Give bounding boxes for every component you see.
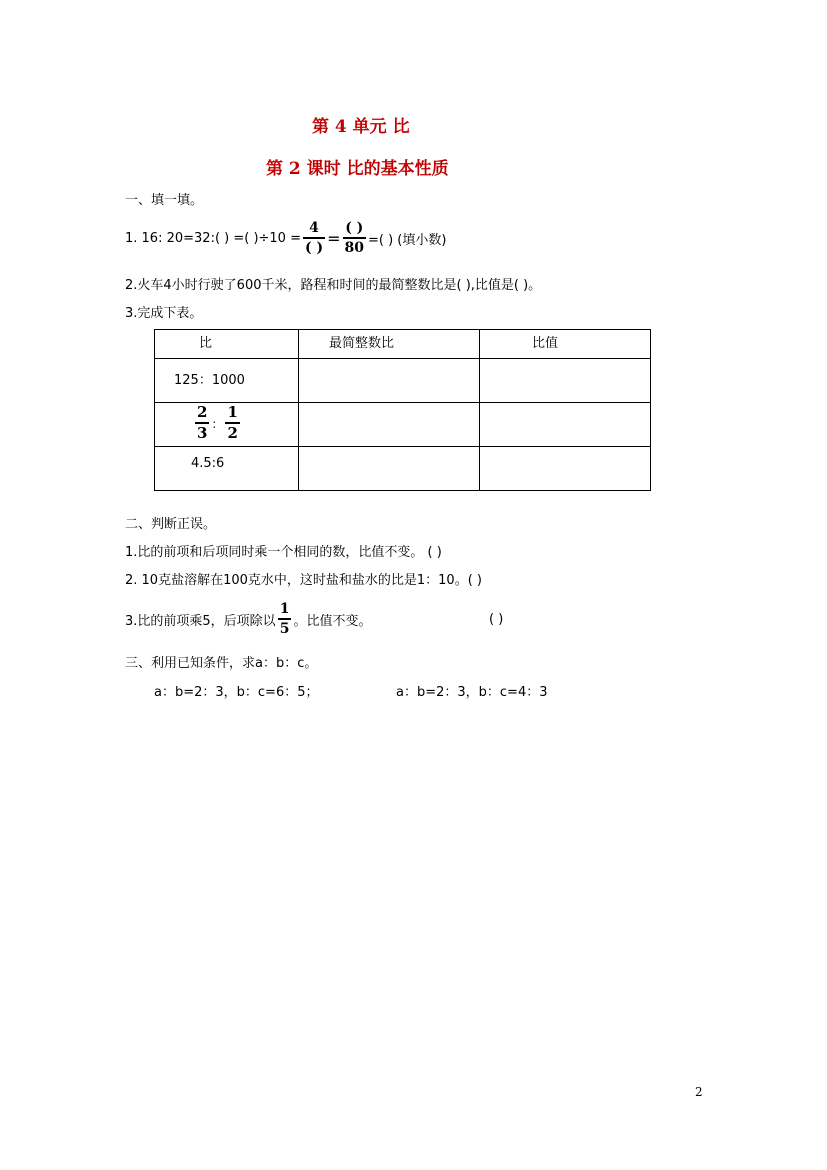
page-number: 2	[695, 1085, 703, 1099]
table-cell-simplest	[299, 359, 480, 403]
table-header-row	[155, 330, 651, 359]
table-row	[155, 403, 651, 447]
q1-fraction-2-denominator: 80	[344, 240, 364, 256]
q1-fraction-2	[343, 221, 366, 255]
table-header-cell: 比	[155, 330, 299, 359]
table-cell-simplest	[299, 403, 480, 447]
table-row	[155, 447, 651, 491]
q1-text-b: =( ) (填小数)	[368, 232, 447, 248]
question-2-2: 2. 10克盐溶解在100克水中，这时盐和盐水的比是1：10。( )	[125, 573, 482, 588]
section1-heading: 一、填一填。	[125, 193, 204, 208]
q1-fraction-1-denominator: ( )	[304, 240, 324, 256]
table-cell-value	[480, 403, 651, 447]
table-header-cell: 比值	[480, 330, 651, 359]
q2-3-text-a: 3.比的前项乘5，后项除以	[125, 613, 276, 629]
question-1-2: 2.火车4小时行驶了600千米，路程和时间的最简整数比是( ),比值是( )。	[125, 278, 542, 293]
q1-fraction-1	[303, 221, 325, 255]
q2-3-fraction: $\frac{1}{5}$	[279, 601, 290, 637]
question-2-3	[125, 599, 685, 639]
table-cell-simplest	[299, 447, 480, 491]
table-cell-ratio: 125：1000	[155, 359, 299, 403]
section3-item-2: a：b=2：3，b：c=4：3	[396, 685, 548, 700]
ratio-table	[154, 329, 651, 491]
table-cell-ratio	[155, 403, 299, 447]
q2-3-text-b: 。比值不变。	[293, 613, 372, 629]
lesson-title: 第 2 课时 比的基本性质	[266, 159, 449, 179]
question-1-1	[125, 214, 446, 262]
table-cell-value	[480, 447, 651, 491]
q1-equals: =	[327, 228, 341, 248]
section3-heading: 三、利用已知条件，求a：b：c。	[125, 656, 318, 671]
table-cell-ratio: 4.5:6	[155, 447, 299, 491]
unit-title: 第 4 单元 比	[312, 117, 410, 137]
question-1-3: 3.完成下表。	[125, 306, 203, 321]
q1-fraction-2-numerator: ( )	[345, 220, 364, 236]
row2-fraction-a: $\frac{2}{3}$	[197, 403, 208, 442]
q2-3-answer-paren: ( )	[489, 611, 504, 627]
section3-item-1: a：b=2：3，b：c=6：5；	[154, 685, 319, 700]
q1-fraction-1-numerator: 4	[309, 220, 319, 236]
row2-colon: ：	[211, 416, 224, 431]
section2-heading: 二、判断正误。	[125, 517, 217, 532]
row2-fraction-b: $\frac{1}{2}$	[227, 403, 238, 442]
table-row	[155, 359, 651, 403]
question-2-1: 1.比的前项和后项同时乘一个相同的数，比值不变。 ( )	[125, 545, 442, 560]
table-cell-value	[480, 359, 651, 403]
table-header-cell: 最简整数比	[299, 330, 480, 359]
q1-text-a: 1. 16: 20=32:( ) =( )÷10 =	[125, 230, 301, 246]
